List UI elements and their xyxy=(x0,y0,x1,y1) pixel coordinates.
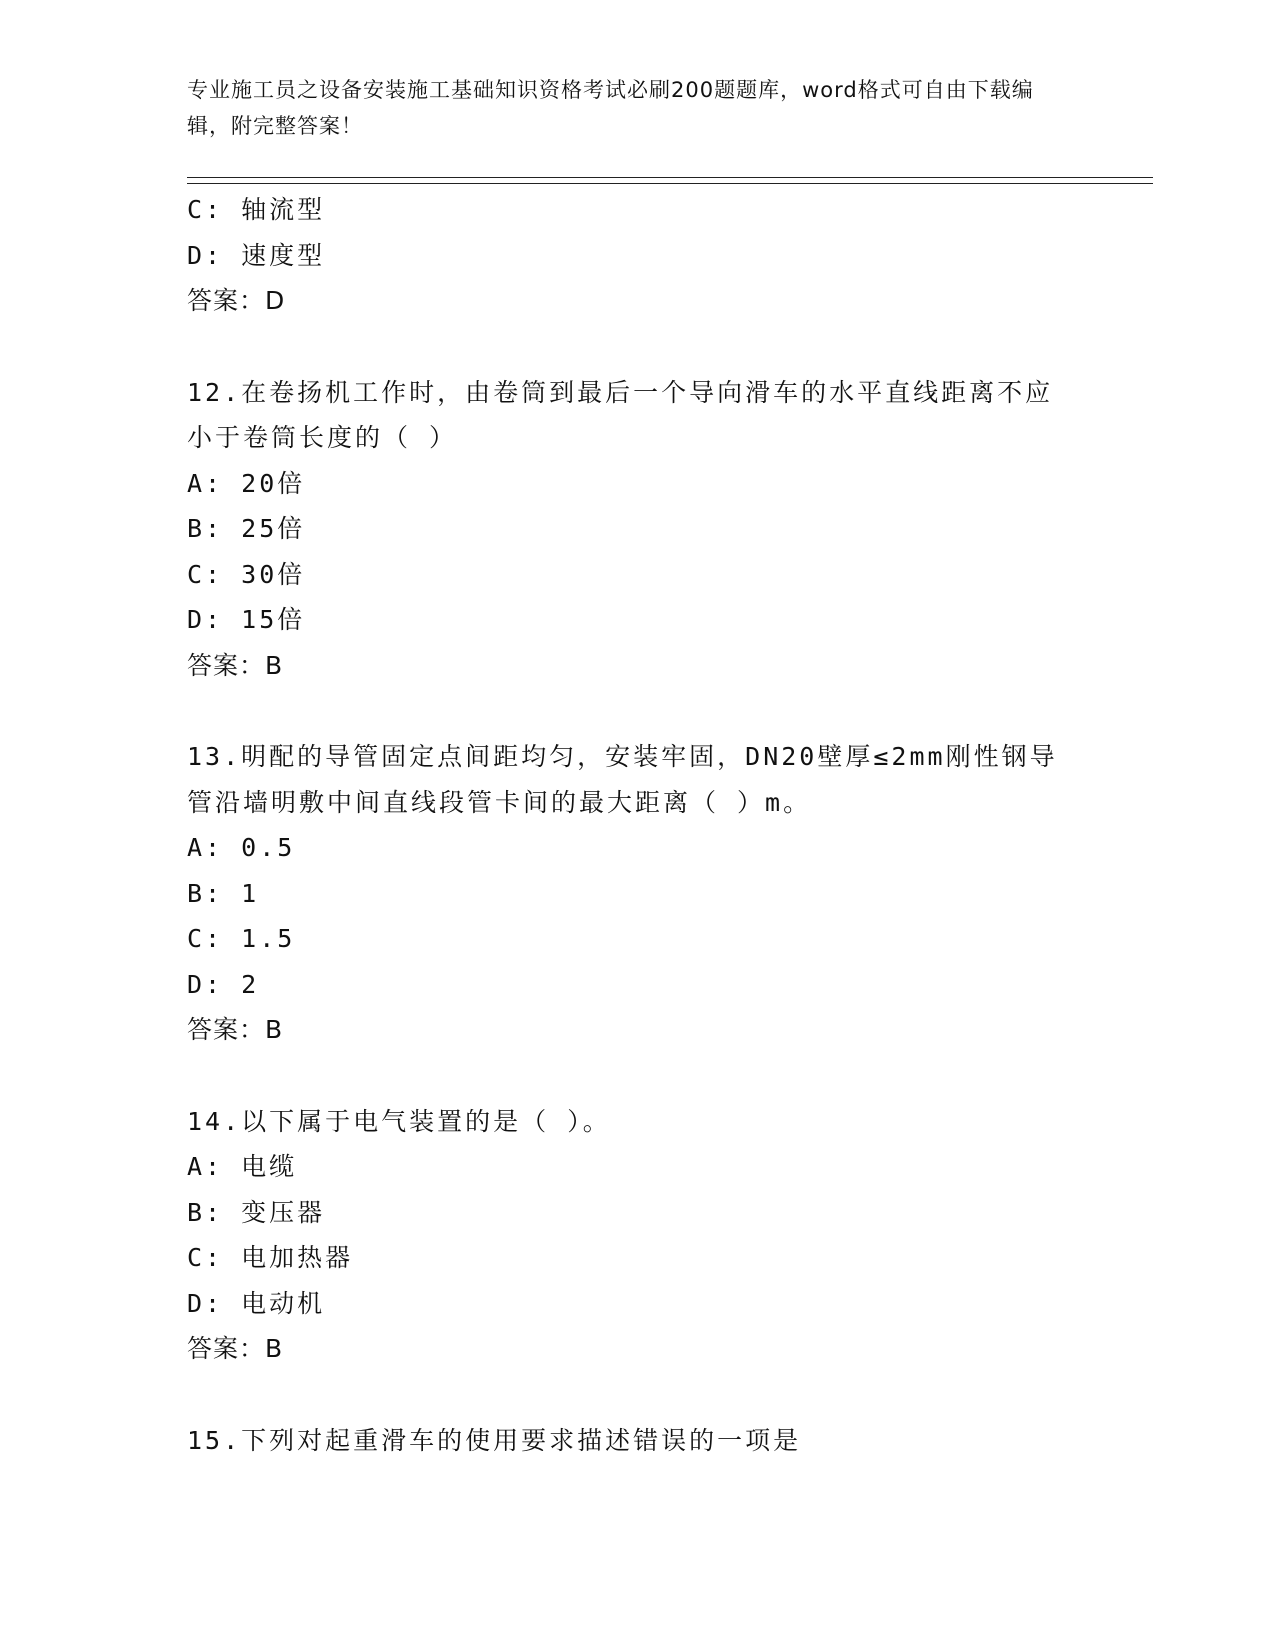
question-stem: 13.明配的导管固定点间距均匀，安装牢固，DN20壁厚≤2mm刚性钢导管沿墙明敷中间直线段管卡间的最大距离（ ）m。 xyxy=(187,742,1058,817)
question-12 xyxy=(187,370,1087,689)
option-d: D: 15倍 xyxy=(187,605,306,634)
question-11 xyxy=(187,187,1087,324)
option-b: B: 变压器 xyxy=(187,1197,326,1227)
answer: 答案：B xyxy=(187,1015,284,1044)
option-b: B: 25倍 xyxy=(187,514,306,543)
option-d: D: 速度型 xyxy=(187,240,326,270)
question-stem: 14.以下属于电气装置的是（ ）。 xyxy=(187,1106,611,1136)
question-15 xyxy=(187,1418,1087,1464)
option-a: A: 20倍 xyxy=(187,468,306,498)
option-c: C: 1.5 xyxy=(187,924,296,953)
option-a: A: 电缆 xyxy=(187,1152,298,1181)
header-divider-bottom xyxy=(187,183,1153,184)
question-list xyxy=(187,187,1087,1463)
answer: 答案：B xyxy=(187,1334,284,1363)
question-stem: 12.在卷扬机工作时，由卷筒到最后一个导向滑车的水平直线距离不应小于卷筒长度的（ ） xyxy=(187,377,1054,452)
header-divider-top xyxy=(187,177,1153,178)
option-a: A: 0.5 xyxy=(187,833,296,862)
option-c: C: 30倍 xyxy=(187,559,306,589)
question-13 xyxy=(187,734,1087,1053)
option-c: C: 电加热器 xyxy=(187,1243,354,1272)
document-header: 专业施工员之设备安装施工基础知识资格考试必刷200题题库，word格式可自由下载编辑，附完整答案！ xyxy=(187,78,1034,138)
answer: 答案：B xyxy=(187,650,284,680)
question-stem: 15.下列对起重滑车的使用要求描述错误的一项是 xyxy=(187,1425,802,1455)
option-d: D: 2 xyxy=(187,969,260,999)
option-b: B: 1 xyxy=(187,878,260,908)
question-14 xyxy=(187,1099,1087,1372)
option-c: C: 轴流型 xyxy=(187,195,326,224)
option-d: D: 电动机 xyxy=(187,1288,326,1318)
answer: 答案：D xyxy=(187,286,286,315)
